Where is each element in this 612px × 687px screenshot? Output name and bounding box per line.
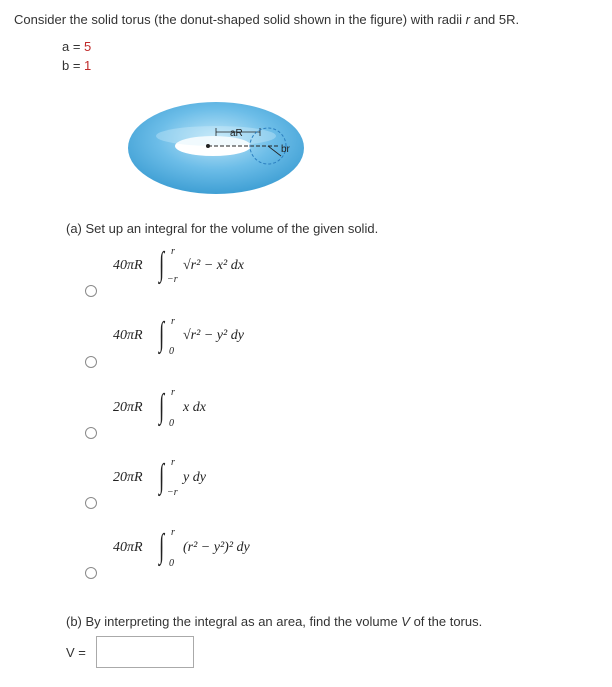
- option-4-radio[interactable]: [85, 497, 97, 509]
- question-text: Consider the solid torus (the donut-shaped solid shown in the figure) with radii r and 5R.: [14, 12, 520, 27]
- param-a: a = 5: [62, 39, 92, 54]
- part-a-prompt: (a) Set up an integral for the volume of the given solid.: [66, 221, 379, 236]
- param-a-value: 5: [84, 39, 92, 54]
- volume-answer-input[interactable]: [96, 636, 194, 668]
- option-2-expression: 40πR ∫ r 0 √r² − y² dy: [113, 316, 244, 357]
- var-r: r: [465, 12, 470, 27]
- torus-figure: [118, 98, 318, 202]
- label-aR: aR: [230, 128, 243, 139]
- label-br: br: [281, 144, 290, 155]
- option-3-radio[interactable]: [85, 427, 97, 439]
- part-b-prompt: (b) By interpreting the integral as an area, find the volume V of the torus.: [66, 614, 483, 629]
- option-3-expression: 20πR ∫ r 0 x dx: [113, 387, 206, 429]
- answer-label: V =: [66, 645, 86, 660]
- var-R-value: 5R: [498, 12, 516, 27]
- option-1-expression: 40πR ∫ r −r √r² − x² dx: [113, 246, 244, 285]
- option-2-radio[interactable]: [85, 356, 97, 368]
- param-b-value: 1: [84, 58, 92, 73]
- option-4-expression: 20πR ∫ r −r y dy: [113, 457, 206, 498]
- option-1-radio[interactable]: [85, 285, 97, 297]
- option-5-expression: 40πR ∫ r 0 (r² − y²)² dy: [113, 527, 250, 569]
- option-5-radio[interactable]: [85, 567, 97, 579]
- param-b: b = 1: [62, 58, 92, 73]
